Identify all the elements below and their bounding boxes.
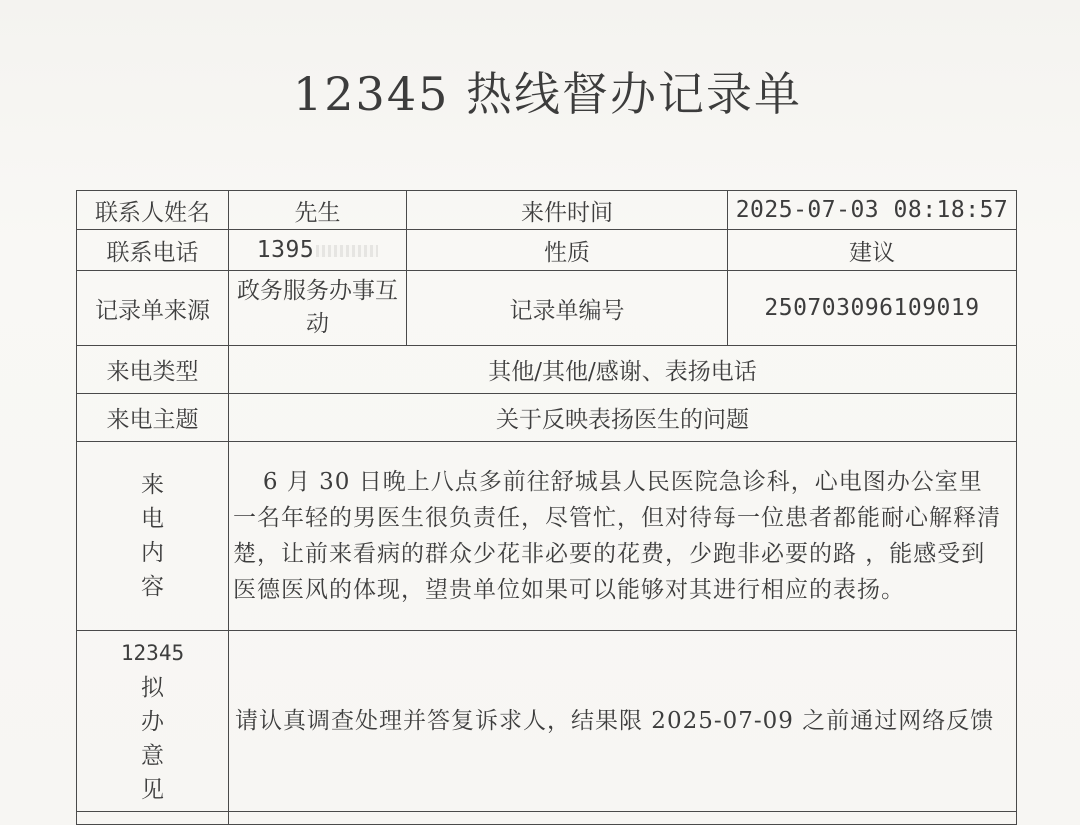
call-subject-value: 关于反映表扬医生的问题 — [229, 394, 1017, 442]
phone-value: 1395 — [256, 237, 315, 263]
redaction-mark — [316, 245, 378, 257]
call-content-cell — [229, 442, 1017, 631]
row-phone — [77, 230, 1017, 271]
call-content-label-cell — [77, 442, 229, 631]
opinion-label-cell — [77, 631, 229, 812]
contact-name-value: 先生 — [229, 191, 407, 230]
call-type-value: 其他/其他/感谢、表扬电话 — [229, 346, 1017, 394]
nature-label: 性质 — [407, 230, 728, 271]
opinion-value: 请认真调查处理并答复诉求人，结果限 2025-07-09 之前通过网络反馈 — [229, 631, 1017, 812]
call-content-label: 来电内容 — [141, 472, 164, 600]
contact-name-label: 联系人姓名 — [77, 191, 229, 230]
number-value: 250703096109019 — [728, 271, 1017, 346]
call-type-label: 来电类型 — [77, 346, 229, 394]
document-title: 12345 热线督办记录单 — [293, 67, 802, 121]
record-table — [76, 190, 1017, 825]
receive-time-value: 2025-07-03 08:18:57 — [728, 191, 1017, 230]
row-source — [77, 271, 1017, 346]
row-call-type — [77, 346, 1017, 394]
opinion-label-number: 12345 — [120, 640, 185, 665]
call-subject-label: 来电主题 — [77, 394, 229, 442]
row-call-content — [77, 442, 1017, 631]
row-call-subject — [77, 394, 1017, 442]
row-next-partial — [77, 812, 1017, 825]
nature-value: 建议 — [728, 230, 1017, 271]
next-row-cell — [77, 812, 229, 825]
source-label: 记录单来源 — [77, 271, 229, 346]
row-contact-name — [77, 191, 1017, 230]
source-value: 政务服务办事互动 — [229, 271, 407, 346]
receive-time-label: 来件时间 — [407, 191, 728, 230]
number-label: 记录单编号 — [407, 271, 728, 346]
opinion-label-text: 拟办意见 — [141, 674, 164, 803]
call-content-value: 6 月 30 日晚上八点多前往舒城县人民医院急诊科，心电图办公室里一名年轻的男医生很负责任，尽管忙，但对待每一位患者都能耐心解释清楚，让前来看病的群众少花非必要的花费，少跑非必要的路 ，能感受到医德医风的体现，望贵单位如果可以能够对其进行相应的表扬。 — [233, 469, 1001, 603]
phone-label: 联系电话 — [77, 230, 229, 271]
next-row-cell — [229, 812, 1017, 825]
row-opinion — [77, 631, 1017, 812]
phone-cell — [229, 230, 407, 271]
